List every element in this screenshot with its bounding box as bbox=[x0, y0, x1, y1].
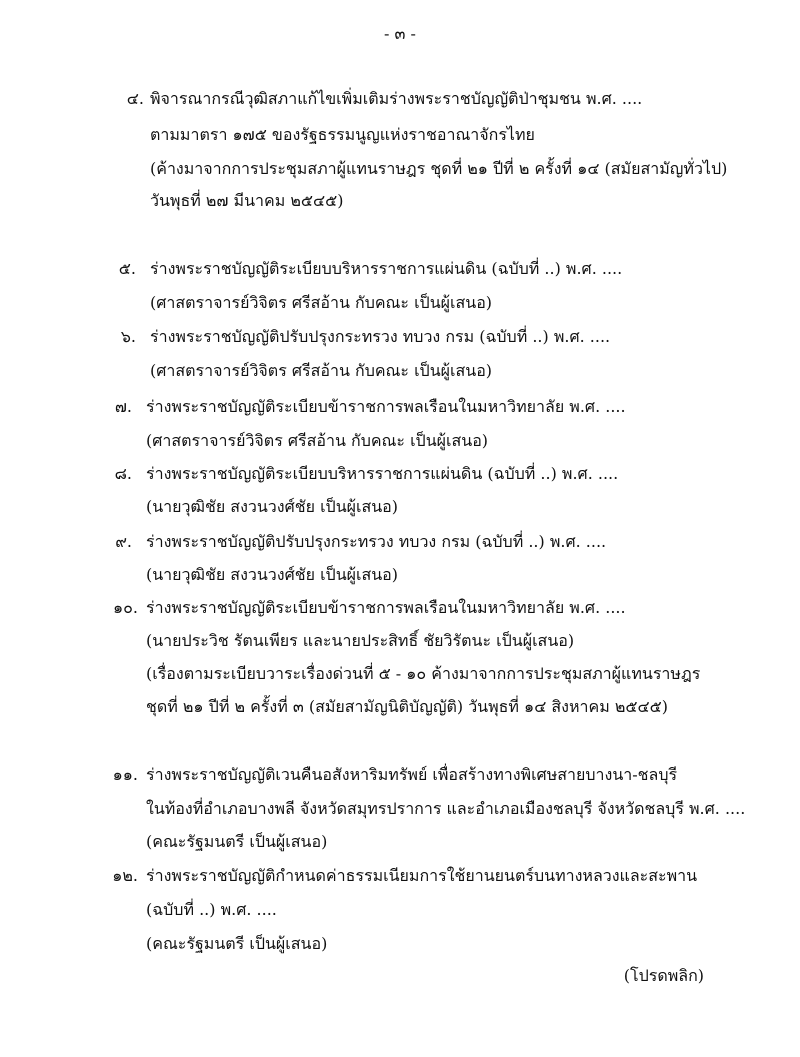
item-line: พิจารณากรณีวุฒิสภาแก้ไขเพิ่มเติมร่างพระราชบัญญัติป่าชุมชน พ.ศ. .... bbox=[150, 89, 643, 108]
item-line: (นายประวิช รัตนเพียร และนายประสิทธิ์ ชัยวิรัตนะ เป็นผู้เสนอ) bbox=[146, 631, 575, 650]
item-number: ๘. bbox=[114, 464, 132, 483]
please-turn-over-note: (โปรดพลิก) bbox=[623, 966, 704, 985]
item-line: ร่างพระราชบัญญัติระเบียบบริหารราชการแผ่นดิน (ฉบับที่ ..) พ.ศ. .... bbox=[146, 464, 619, 483]
item-number: ๑๑. bbox=[112, 765, 138, 784]
item-line: ตามมาตรา ๑๗๕ ของรัฐธรรมนูญแห่งราชอาณาจักรไทย bbox=[150, 125, 535, 144]
item-line: ในท้องที่อำเภอบางพลี จังหวัดสมุทรปราการ และอำเภอเมืองชลบุรี จังหวัดชลบุรี พ.ศ. .... bbox=[146, 799, 746, 818]
item-line: (คณะรัฐมนตรี เป็นผู้เสนอ) bbox=[146, 832, 328, 851]
item-number: ๕. bbox=[118, 259, 136, 278]
item-line: ร่างพระราชบัญญัติปรับปรุงกระทรวง ทบวง กรม (ฉบับที่ ..) พ.ศ. .... bbox=[150, 327, 611, 346]
item-number: ๔. bbox=[126, 89, 144, 108]
item-line: (ฉบับที่ ..) พ.ศ. .... bbox=[146, 900, 277, 919]
item-number: ๖. bbox=[120, 327, 136, 346]
item-line: ชุดที่ ๒๑ ปีที่ ๒ ครั้งที่ ๓ (สมัยสามัญนิติบัญญัติ) วันพุธที่ ๑๔ สิงหาคม ๒๕๔๕) bbox=[146, 697, 668, 716]
item-line: (นายวุฒิชัย สงวนวงศ์ชัย เป็นผู้เสนอ) bbox=[146, 565, 399, 584]
item-number: ๙. bbox=[115, 532, 132, 551]
item-line: (ศาสตราจารย์วิจิตร ศรีสอ้าน กับคณะ เป็นผู้เสนอ) bbox=[146, 431, 489, 450]
page-number: - ๓ - bbox=[384, 24, 416, 43]
item-line: ร่างพระราชบัญญัติระเบียบข้าราชการพลเรือนในมหาวิทยาลัย พ.ศ. .... bbox=[146, 397, 626, 416]
item-line: ร่างพระราชบัญญัติกำหนดค่าธรรมเนียมการใช้ยานยนตร์บนทางหลวงและสะพาน bbox=[146, 866, 698, 885]
item-number: ๑๐. bbox=[112, 598, 138, 617]
item-line: (นายวุฒิชัย สงวนวงศ์ชัย เป็นผู้เสนอ) bbox=[146, 497, 399, 516]
item-number: ๗. bbox=[114, 397, 132, 416]
item-line: วันพุธที่ ๒๗ มีนาคม ๒๕๔๕) bbox=[150, 191, 344, 210]
item-line: (คณะรัฐมนตรี เป็นผู้เสนอ) bbox=[146, 934, 328, 953]
item-line: (ศาสตราจารย์วิจิตร ศรีสอ้าน กับคณะ เป็นผู้เสนอ) bbox=[150, 293, 493, 312]
item-line: (ค้างมาจากการประชุมสภาผู้แทนราษฎร ชุดที่ ๒๑ ปีที่ ๒ ครั้งที่ ๑๔ (สมัยสามัญทั่วไป) bbox=[150, 159, 728, 178]
item-line: ร่างพระราชบัญญัติระเบียบบริหารราชการแผ่นดิน (ฉบับที่ ..) พ.ศ. .... bbox=[150, 259, 623, 278]
item-line: ร่างพระราชบัญญัติปรับปรุงกระทรวง ทบวง กรม (ฉบับที่ ..) พ.ศ. .... bbox=[146, 532, 607, 551]
item-number: ๑๒. bbox=[112, 866, 138, 885]
item-line: (เรื่องตามระเบียบวาระเรื่องด่วนที่ ๕ - ๑๐ ค้างมาจากการประชุมสภาผู้แทนราษฎร bbox=[146, 664, 701, 683]
item-line: ร่างพระราชบัญญัติระเบียบข้าราชการพลเรือนในมหาวิทยาลัย พ.ศ. .... bbox=[146, 598, 626, 617]
item-line: ร่างพระราชบัญญัติเวนคืนอสังหาริมทรัพย์ เพื่อสร้างทางพิเศษสายบางนา-ชลบุรี bbox=[146, 765, 678, 784]
item-line: (ศาสตราจารย์วิจิตร ศรีสอ้าน กับคณะ เป็นผู้เสนอ) bbox=[150, 361, 493, 380]
